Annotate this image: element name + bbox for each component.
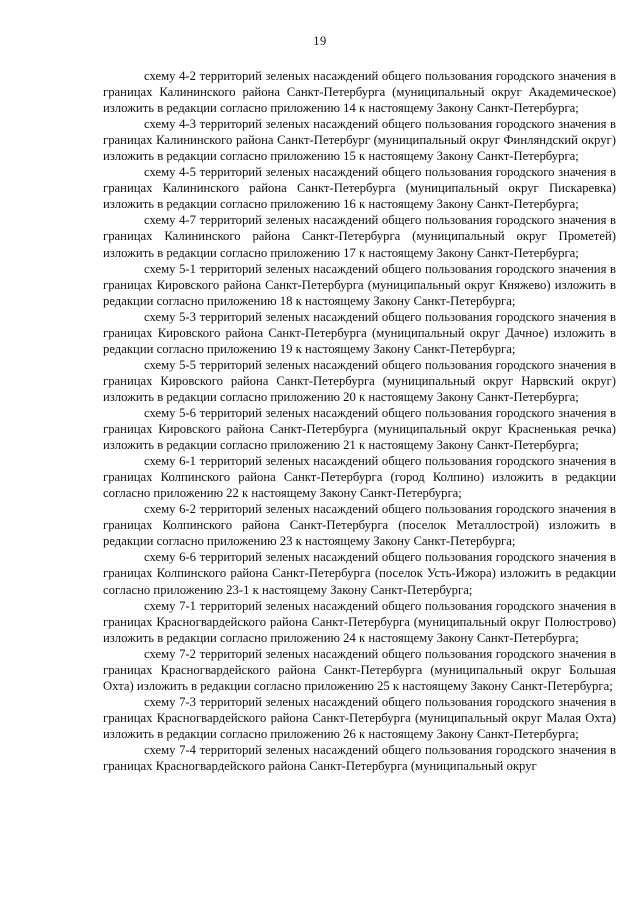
paragraph: схему 5-1 территорий зеленых насаждений общего пользования городского значения в границах Кировского района Санкт-Петербурга (муниципальный округ Княжево) изложить в редакции согласно приложению 18 к настоящему Закону Санкт-Петербурга; bbox=[103, 261, 616, 308]
paragraph: схему 7-2 территорий зеленых насаждений общего пользования городского значения в границах Красногвардейского района Санкт-Петербурга (муниципальный округ Большая Охта) изложить в редакции согласно приложению 25 к настоящему Закону Санкт-Петербурга; bbox=[103, 646, 616, 693]
document-body bbox=[103, 68, 616, 774]
paragraph: схему 6-2 территорий зеленых насаждений общего пользования городского значения в границах Колпинского района Санкт-Петербурга (поселок Металлострой) изложить в редакции согласно приложению 23 к настоящему Закону Санкт-Петербурга; bbox=[103, 502, 616, 549]
paragraph: схему 5-6 территорий зеленых насаждений общего пользования городского значения в границах Кировского района Санкт-Петербурга (муниципальный округ Красненькая речка) изложить в редакции согласно приложению 21 к настоящему Закону Санкт-Петербурга; bbox=[103, 405, 616, 453]
paragraph: схему 5-3 территорий зеленых насаждений общего пользования городского значения в границах Кировского района Санкт-Петербурга (муниципальный округ Дачное) изложить в редакции согласно приложению 19 к настоящему Закону Санкт-Петербурга; bbox=[103, 309, 616, 356]
paragraph: схему 7-3 территорий зеленых насаждений общего пользования городского значения в границах Красногвардейского района Санкт-Петербурга (муниципальный округ Малая Охта) изложить в редакции согласно приложению 26 к настоящему Закону Санкт-Петербурга; bbox=[103, 694, 616, 741]
paragraph: схему 7-4 территорий зеленых насаждений общего пользования городского значения в границах Красногвардейского района Санкт-Петербурга (муниципальный округ bbox=[103, 742, 616, 774]
paragraph: схему 7-1 территорий зеленых насаждений общего пользования городского значения в границах Красногвардейского района Санкт-Петербурга (муниципальный округ Полюстрово) изложить в редакции согласно приложению 24 к настоящему Закону Санкт-Петербурга; bbox=[103, 598, 616, 645]
paragraph: схему 6-6 территорий зеленых насаждений общего пользования городского значения в границах Колпинского района Санкт-Петербурга (поселок Усть-Ижора) изложить в редакции согласно приложению 23-1 к настоящему Закону Санкт-Петербурга; bbox=[103, 550, 616, 597]
paragraph: схему 4-7 территорий зеленых насаждений общего пользования городского значения в границах Калининского района Санкт-Петербурга (муниципальный округ Прометей) изложить в редакции согласно приложению 17 к настоящему Закону Санкт-Петербурга; bbox=[103, 213, 616, 260]
paragraph: схему 4-2 территорий зеленых насаждений общего пользования городского значения в границах Калининского района Санкт-Петербурга (муниципальный округ Академическое) изложить в редакции согласно приложению 14 к настоящему Закону Санкт-Петербурга; bbox=[103, 69, 616, 116]
page-number: 19 bbox=[313, 34, 327, 48]
paragraph: схему 4-5 территорий зеленых насаждений общего пользования городского значения в границах Калининского района Санкт-Петербурга (муниципальный округ Пискаревка) изложить в редакции согласно приложению 16 к настоящему Закону Санкт-Петербурга; bbox=[103, 165, 616, 212]
paragraph: схему 4-3 территорий зеленых насаждений общего пользования городского значения в границах Калининского района Санкт-Петербург (муниципальный округ Финляндский округ) изложить в редакции согласно приложению 15 к настоящему Закону Санкт-Петербурга; bbox=[103, 117, 616, 164]
paragraph: схему 6-1 территорий зеленых насаждений общего пользования городского значения в границах Колпинского района Санкт-Петербурга (город Колпино) изложить в редакции согласно приложению 22 к настоящему Закону Санкт-Петербурга; bbox=[103, 454, 616, 501]
paragraph: схему 5-5 территорий зеленых насаждений общего пользования городского значения в границах Кировского района Санкт-Петербурга (муниципальный округ Нарвский округ) изложить в редакции согласно приложению 20 к настоящему Закону Санкт-Петербурга; bbox=[103, 357, 616, 404]
